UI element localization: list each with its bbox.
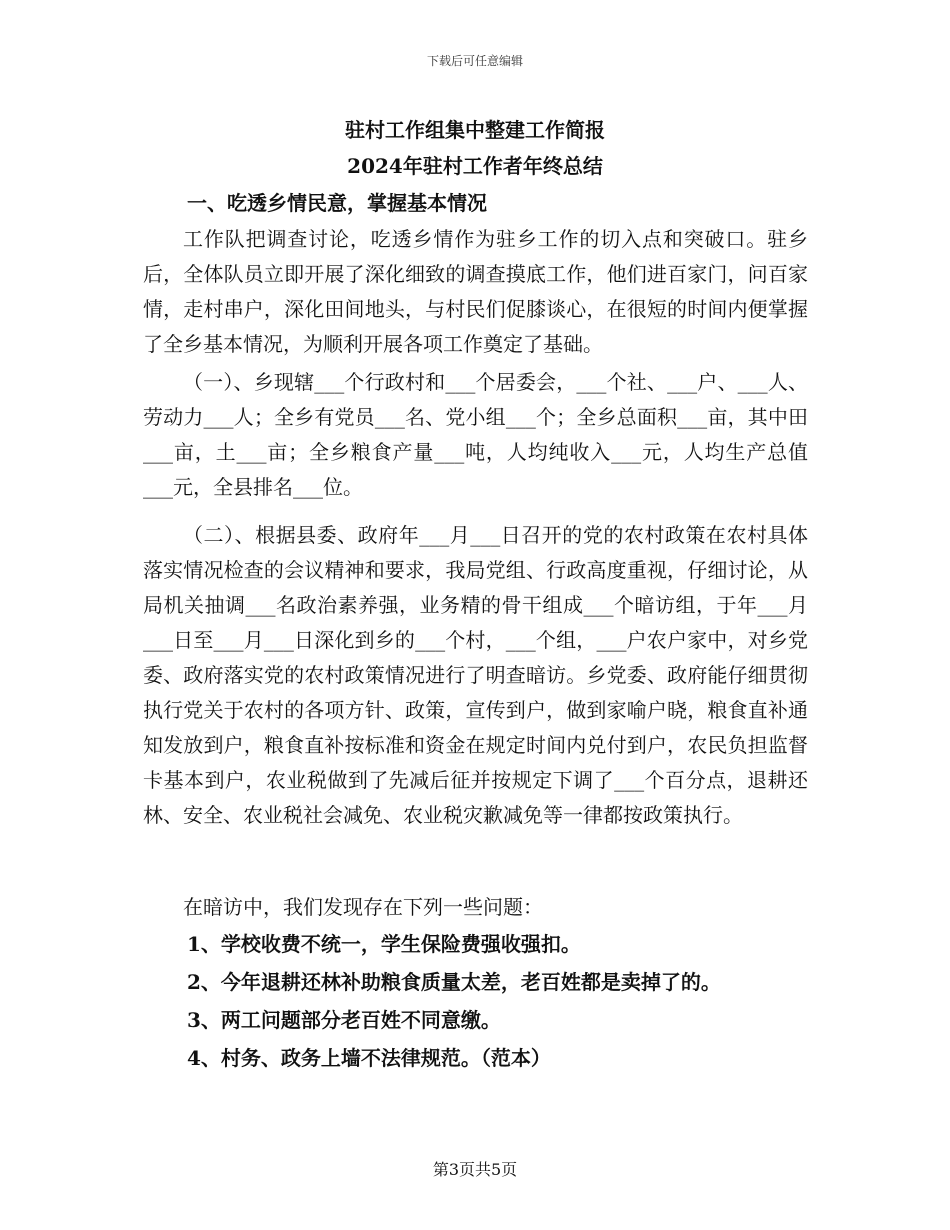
issue-item: 4、村务、政务上墙不法律规范。（范本） [187,1046,551,1070]
header-note: 下载后可任意编辑 [426,54,523,68]
page-number: 第3页共5页 [432,1160,518,1179]
document-subtitle: 2024年驻村工作者年终总结 [347,154,603,178]
issue-item: 1、学校收费不统一，学生保险费强收强扣。 [187,932,581,956]
section-heading: 一、吃透乡情民意，掌握基本情况 [187,191,487,215]
paragraph-intro: 工作队把调查讨论，吃透乡情作为驻乡工作的切入点和突破口。驻乡后，全体队员立即开展了深化细致的调查摸底工作，他们进百家门，问百家情，走村串户，深化田间地头，与村民们促膝谈心，在很短的时间内便掌握了全乡基本情况，为顺利开展各项工作奠定了基础。 [143,227,808,356]
issue-item: 2、今年退耕还林补助粮食质量太差，老百姓都是卖掉了的。 [187,970,721,994]
document-title: 驻村工作组集中整建工作简报 [345,118,605,142]
paragraph-basic-info: （一）、乡现辖___个行政村和___个居委会，___个社、___户、___人、劳动力___人；全乡有党员___名、党小组___个；全乡总面积___亩，其中田___亩，土___亩；全乡粮食产量___吨，人均纯收入___元，人均生产总值___元，全县排名___位。 [143,370,808,499]
paragraph-inspection: （二）、根据县委、政府年___月___日召开的党的农村政策在农村具体落实情况检查的会议精神和要求，我局党组、行政高度重视，仔细讨论，从局机关抽调___名政治素养强，业务精的骨干组成___个暗访组，于年___月___日至___月___日深化到乡的___个村，___个组，___户农户家中，对乡党委、政府落实党的农村政策情况进行了明查暗访。乡党委、政府能仔细贯彻执行党关于农村的各项方针、政策，宣传到户，做到家喻户晓，粮食直补通知发放到户，粮食直补按标准和资金在规定时间内兑付到户，农民负担监督卡基本到户，农业税做到了先减后征并按规定下调了___个百分点，退耕还林、安全、农业税社会减免、农业税灾歉减免等一律都按政策执行。 [143,523,808,827]
paragraph-issues-intro: 在暗访中，我们发现存在下列一些问题： [183,895,543,919]
issue-item: 3、两工问题部分老百姓不同意缴。 [187,1008,501,1032]
